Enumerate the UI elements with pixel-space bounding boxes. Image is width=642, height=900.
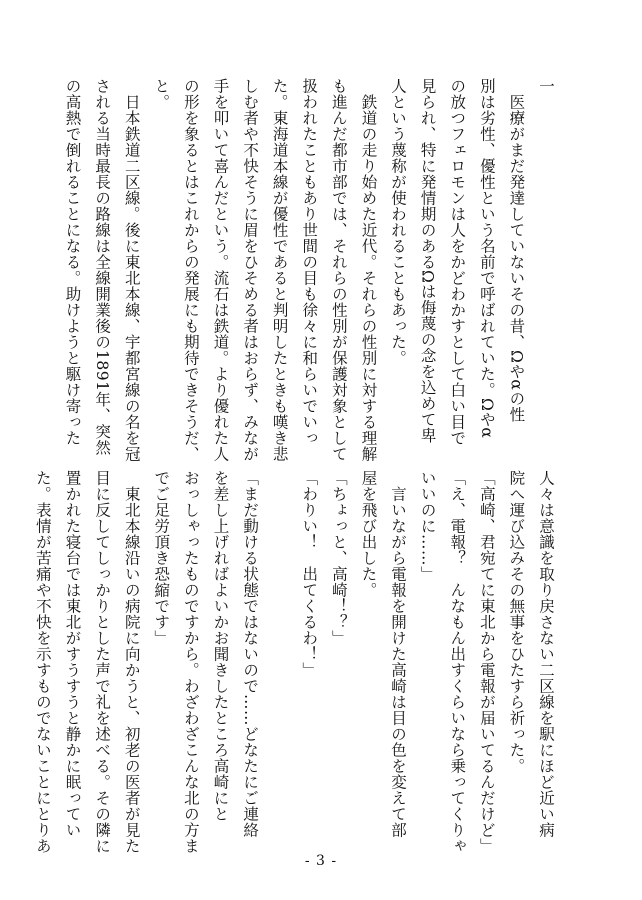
text-line: 人という蔑称が使われることもあった。 xyxy=(389,78,408,366)
text-line: 「ちょっと、高崎！？」 xyxy=(329,470,348,646)
text-line: た。東海道本線が優性であると判明したときも嘆き悲 xyxy=(270,78,289,462)
text-line: おっしゃったものですから。わざわざこんな北の方ま xyxy=(181,470,200,854)
text-line: 東北本線沿いの病院に向かうと、初老の医者が見た xyxy=(122,470,141,854)
blank-line xyxy=(264,470,294,850)
text-line: 「わりい！ 出てくるわ！」 xyxy=(300,470,319,678)
text-line: も進んだ都市部では、それらの性別が保護対象として xyxy=(329,78,348,462)
text-line: される当時最長の路線は全線開業後の1891年、突然 xyxy=(93,78,112,456)
bottom-text-block xyxy=(27,470,560,854)
text-line: の放つフェロモンは人をかどわかすとして白い目で xyxy=(448,78,467,446)
text-line: と。 xyxy=(152,78,171,110)
text-line: 別は劣性、優性という名前で呼ばれていた。Ωやα xyxy=(477,78,496,439)
text-line: 「え、電報？ んなもん出すくらいなら乗ってくりゃ xyxy=(448,470,467,854)
text-line: を差し上げればよいかお聞きしたところ高崎にと xyxy=(211,470,230,822)
text-line: しむ者や不快そうに眉をひそめる者はおらず、みなが xyxy=(241,78,260,462)
text-line: 医療がまだ発達していないその昔、Ωやαの性 xyxy=(507,78,526,423)
text-line: 「高崎、君宛てに東北から電報が届いてるんだけど」 xyxy=(477,470,496,854)
text-line: 「まだ動ける状態ではないので……どなたにご連絡 xyxy=(241,470,260,838)
text-line: の高熱で倒れることになる。助けようと駆け寄った xyxy=(63,78,82,446)
text-line: でご足労頂き恐縮です」 xyxy=(152,470,171,646)
text-line: 目に反してしっかりとした声で礼を述べる。その隣に xyxy=(93,470,112,854)
text-line: 手を叩いて喜んだという。流石は鉄道。より優れた人 xyxy=(211,78,230,462)
text-line: 扱われたこともあり世間の目も徐々に和らいでいっ xyxy=(300,78,319,446)
text-line: 置かれた寝台では東北がすうすうと静かに眠ってい xyxy=(63,470,82,838)
text-line: 屋を飛び出した。 xyxy=(359,470,378,598)
text-line: いいのに……」 xyxy=(418,470,437,582)
page-number: - 3 - xyxy=(304,853,338,869)
text-line: 鉄道の走り始めた近代。それらの性別に対する理解 xyxy=(359,78,378,462)
text-line: 一 xyxy=(537,78,555,94)
text-line: の形を象るとはこれからの発展にも期待できそうだ、 xyxy=(181,78,200,462)
text-line: 言いながら電報を開けた高崎は目の色を変えて部 xyxy=(389,470,408,838)
text-line: 院へ運び込みその無事をひたすら祈った。 xyxy=(507,470,526,774)
text-line: 日本鉄道二区線。後に東北本線、宇都宮線の名を冠 xyxy=(122,78,141,462)
text-line: 見られ、特に発情期のあるΩは侮蔑の念を込めて卑 xyxy=(418,78,437,444)
top-text-block xyxy=(57,78,560,462)
text-line: 人々は意識を取り戻さない二区線を駅にほど近い病 xyxy=(537,470,555,838)
text-line: た。表情が苦痛や不快を示すものでないことにとりあ xyxy=(33,470,52,854)
